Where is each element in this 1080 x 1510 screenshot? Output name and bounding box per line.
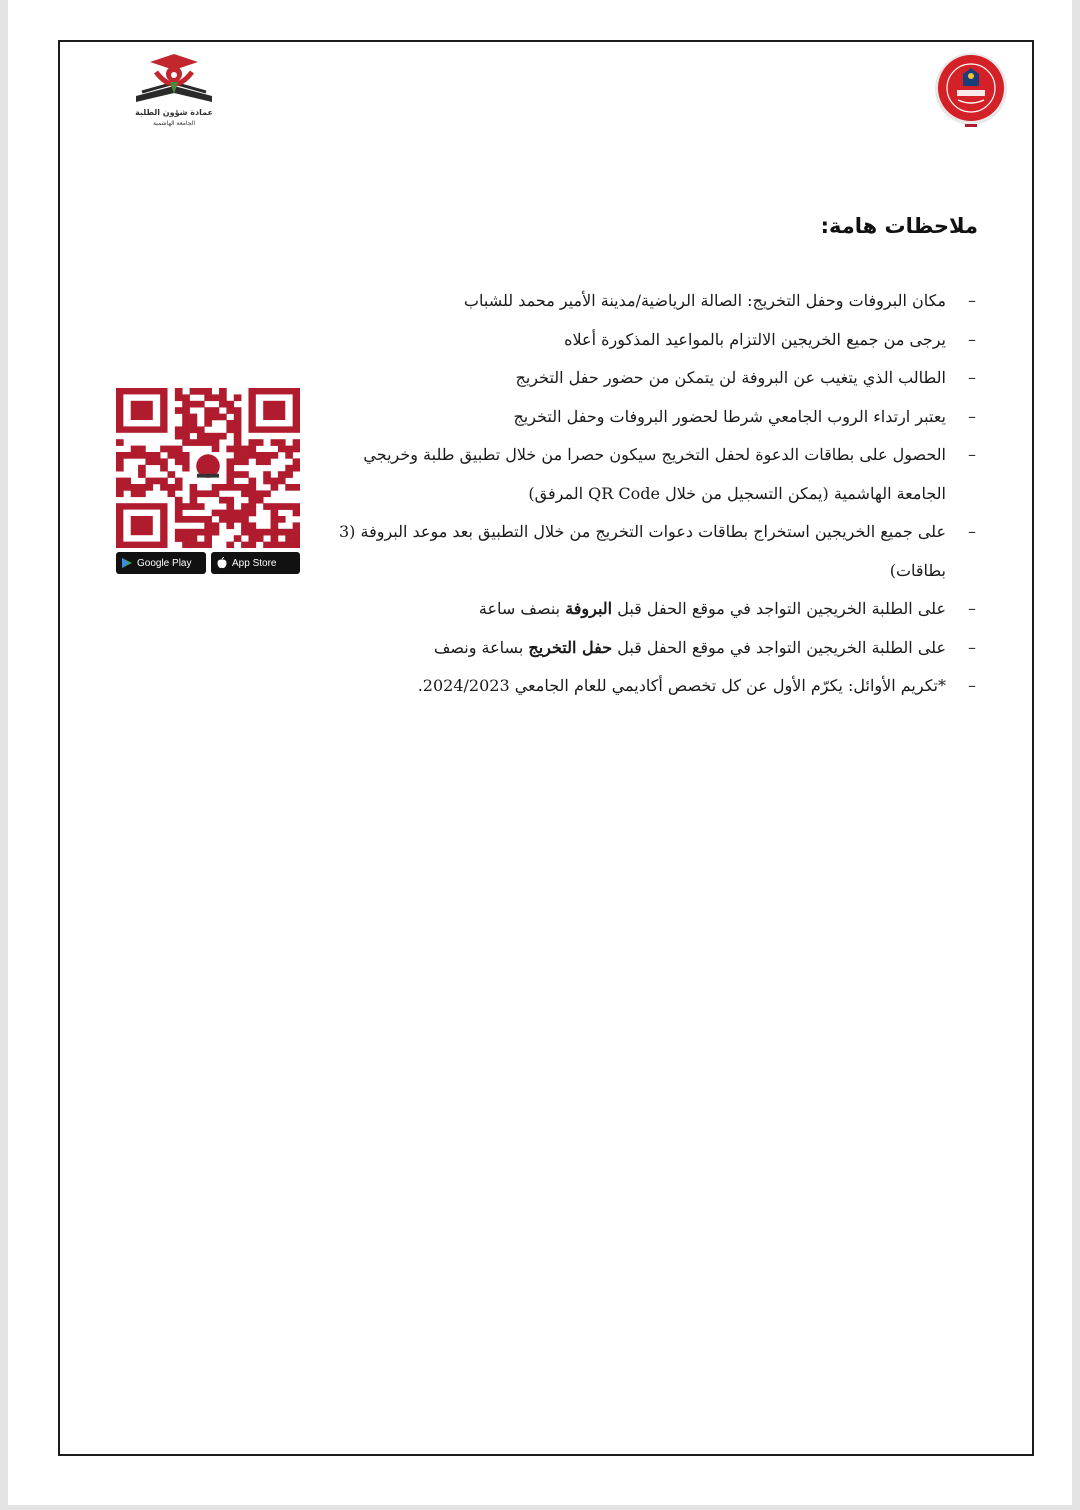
university-seal — [930, 52, 1012, 130]
item-text: بساعة ونصف — [433, 637, 529, 657]
list-item: – *تكريم الأوائل: يكرّم الأول عن كل تخصص أكاديمي للعام الجامعي 2024/2023. — [336, 667, 976, 706]
qr-code[interactable] — [116, 388, 300, 548]
university-caption: الجامعة الهاشمية — [152, 120, 196, 127]
list-item: – الحصول على بطاقات الدعوة لحفل التخريج سيكون حصرا من خلال تطبيق طلبة وخريجي الجامعة الهاشمية (يمكن التسجيل من خلال QR Code المرفق) — [336, 436, 976, 513]
app-store-label: App Store — [232, 557, 277, 569]
deanship-caption: عمادة شؤون الطلبة — [135, 108, 213, 117]
apple-icon — [216, 557, 228, 569]
list-item: – الطالب الذي يتغيب عن البروفة لن يتمكن من حضور حفل التخريج — [336, 359, 976, 398]
google-play-label: Google Play — [137, 557, 192, 569]
item-bold-text: حفل التخريج — [528, 637, 613, 657]
document-page — [8, 0, 1072, 1505]
deanship-emblem-icon — [126, 52, 222, 108]
list-item: – يعتبر ارتداء الروب الجامعي شرطا لحضور البروفات وحفل التخريج — [336, 398, 976, 437]
item-text: بنصف ساعة — [478, 599, 566, 618]
app-store-badge[interactable] — [211, 552, 300, 574]
item-bold-text: البروفة — [565, 599, 613, 618]
item-text: على الطلبة الخريجين التواجد في موقع الحفل قبل — [612, 637, 946, 657]
list-item — [336, 629, 976, 668]
list-item — [336, 590, 976, 629]
notes-list — [336, 282, 976, 706]
list-item: – يرجى من جميع الخريجين الالتزام بالمواعيد المذكورة أعلاه — [336, 321, 976, 360]
list-item: – مكان البروفات وحفل التخريج: الصالة الرياضية/مدينة الأمير محمد للشباب — [336, 282, 976, 321]
deanship-logo — [126, 52, 222, 136]
list-item: – على جميع الخريجين استخراج بطاقات دعوات التخريج من خلال التطبيق بعد موعد البروفة (3 بطاقات) — [336, 513, 976, 590]
university-seal-icon — [930, 52, 1012, 130]
notes-heading: ملاحظات هامة: — [820, 214, 978, 238]
item-text: على الطلبة الخريجين التواجد في موقع الحفل قبل — [612, 599, 946, 618]
google-play-icon — [121, 557, 133, 569]
google-play-badge[interactable] — [116, 552, 206, 574]
page-frame — [58, 40, 1034, 1456]
